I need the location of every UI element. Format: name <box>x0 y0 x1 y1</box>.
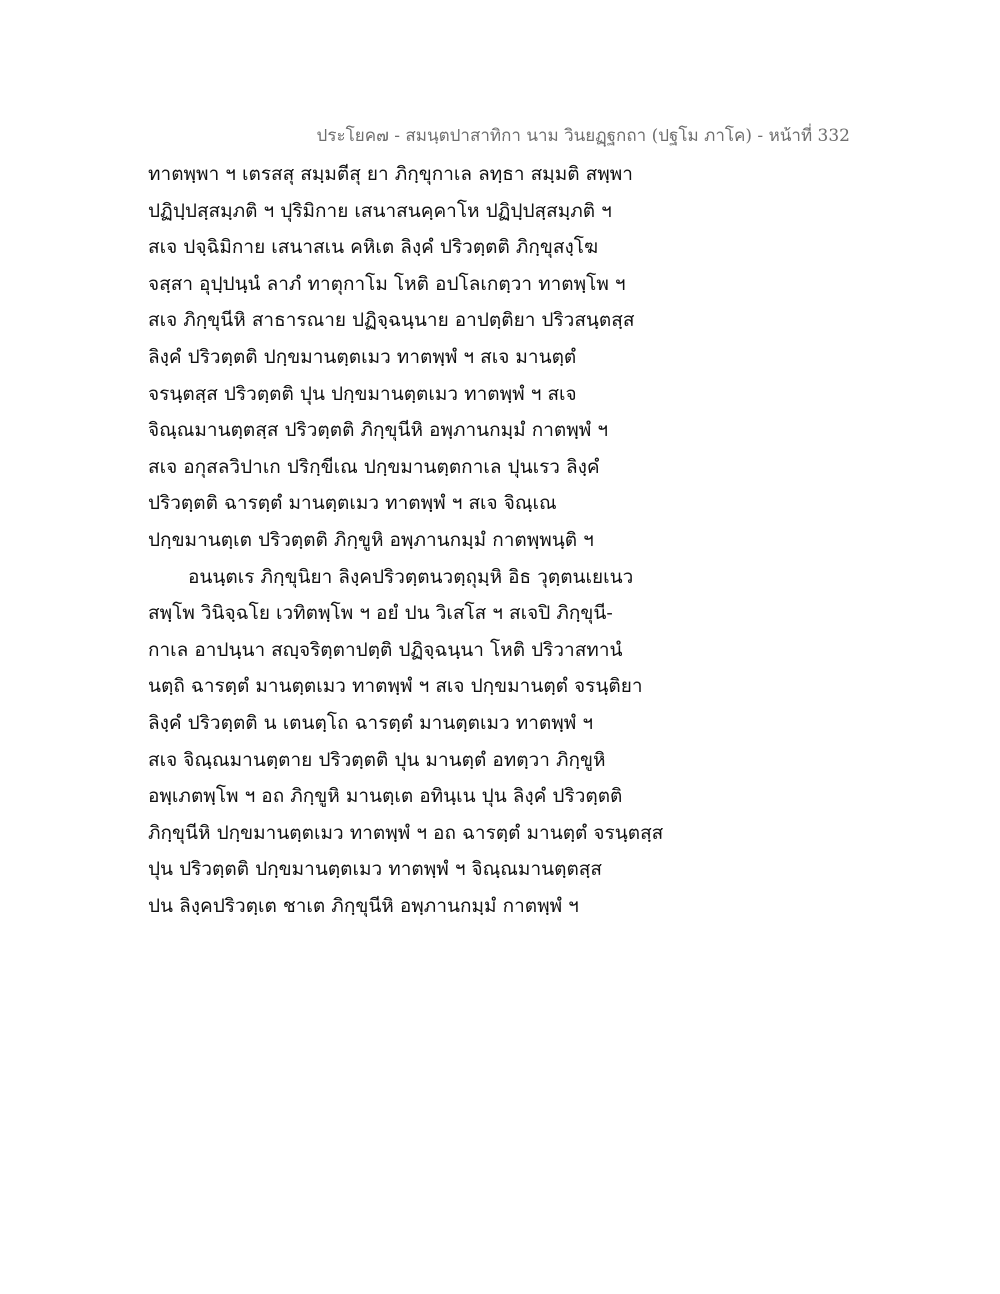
text-line: ปกฺขมานตฺเต ปริวตฺตติ ภิกฺขูหิ อพฺภานกมฺมํ กาตพฺพนฺติ ฯ <box>148 528 594 551</box>
text-line: สพฺโพ วินิจฺฉโย เวทิตพฺโพ ฯ อยํ ปน วิเสโส ฯ สเจปิ ภิกฺขุนี- <box>148 602 613 625</box>
text-line: กาเล อาปนฺนา สญฺจริตฺตาปตฺติ ปฏิจฺฉนฺนา โหติ ปริวาสทานํ <box>148 638 623 661</box>
text-line: ปุน ปริวตฺตติ ปกฺขมานตฺตเมว ทาตพฺพํ ฯ จิณฺณมานตฺตสฺส <box>148 858 602 881</box>
text-line: ปริวตฺตติ ฉารตฺตํ มานตฺตเมว ทาตพฺพํ ฯ สเจ จิณฺเณ <box>148 492 557 515</box>
text-line: อพฺเภตพฺโพ ฯ อถ ภิกฺขูหิ มานตฺเต อทินฺเน ปุน ลิงฺคํ ปริวตฺตติ <box>148 785 623 808</box>
text-line: ลิงฺคํ ปริวตฺตติ น เตนตฺโถ ฉารตฺตํ มานตฺตเมว ทาตพฺพํ ฯ <box>148 711 594 734</box>
text-line: สเจ ปจฺฉิมิกาย เสนาสเน คหิเต ลิงฺคํ ปริวตฺตติ ภิกฺขุสงฺโฆ <box>148 236 599 259</box>
text-line: จรนฺตสฺส ปริวตฺตติ ปุน ปกฺขมานตฺตเมว ทาตพฺพํ ฯ สเจ <box>148 382 577 405</box>
text-line: นตฺถิ ฉารตฺตํ มานตฺตเมว ทาตพฺพํ ฯ สเจ ปกฺขมานตฺตํ จรนฺติยา <box>148 675 643 698</box>
body-text <box>148 156 848 924</box>
text-line: จสฺสา อุปฺปนฺนํ ลาภํ ทาตุกาโม โหติ อปโลเกตฺวา ทาตพฺโพ ฯ <box>148 272 626 295</box>
page-header: ประโยค๗ - สมนฺตปาสาทิกา นาม วินยฏฺฐกถา (ปฐโม ภาโค) - หน้าที่ 332 <box>316 126 850 146</box>
text-line: จิณฺณมานตฺตสฺส ปริวตฺตติ ภิกฺขุนีหิ อพฺภานกมฺมํ กาตพฺพํ ฯ <box>148 419 609 442</box>
text-line: สเจ จิณฺณมานตฺตาย ปริวตฺตติ ปุน มานตฺตํ อทตฺวา ภิกฺขูหิ <box>148 748 606 771</box>
text-line: ปน ลิงฺคปริวตฺเต ชาเต ภิกฺขุนีหิ อพฺภานกมฺมํ กาตพฺพํ ฯ <box>148 894 579 917</box>
text-line: ปฏิปฺปสฺสมฺภติ ฯ ปุริมิกาย เสนาสนคฺคาโห ปฏิปฺปสฺสมฺภติ ฯ <box>148 199 612 222</box>
text-line: ภิกฺขุนีหิ ปกฺขมานตฺตเมว ทาตพฺพํ ฯ อถ ฉารตฺตํ มานตฺตํ จรนฺตสฺส <box>148 821 664 844</box>
text-line: ลิงฺคํ ปริวตฺตติ ปกฺขมานตฺตเมว ทาตพฺพํ ฯ สเจ มานตฺตํ <box>148 345 577 368</box>
text-line: สเจ อกุสลวิปาเก ปริกฺขีเณ ปกฺขมานตฺตกาเล ปุนเรว ลิงฺคํ <box>148 455 600 478</box>
text-line: ทาตพฺพา ฯ เตรสสุ สมฺมตีสุ ยา ภิกฺขุกาเล ลทฺธา สมฺมติ สพฺพา <box>148 163 633 185</box>
paragraph-start-line: อนนฺตเร ภิกฺขุนิยา ลิงฺคปริวตฺตนวตฺถุมฺหิ อิธ วุตฺตนเยเนว <box>188 565 634 588</box>
text-line: สเจ ภิกฺขุนีหิ สาธารณาย ปฏิจฺฉนฺนาย อาปตฺติยา ปริวสนฺตสฺส <box>148 309 635 332</box>
